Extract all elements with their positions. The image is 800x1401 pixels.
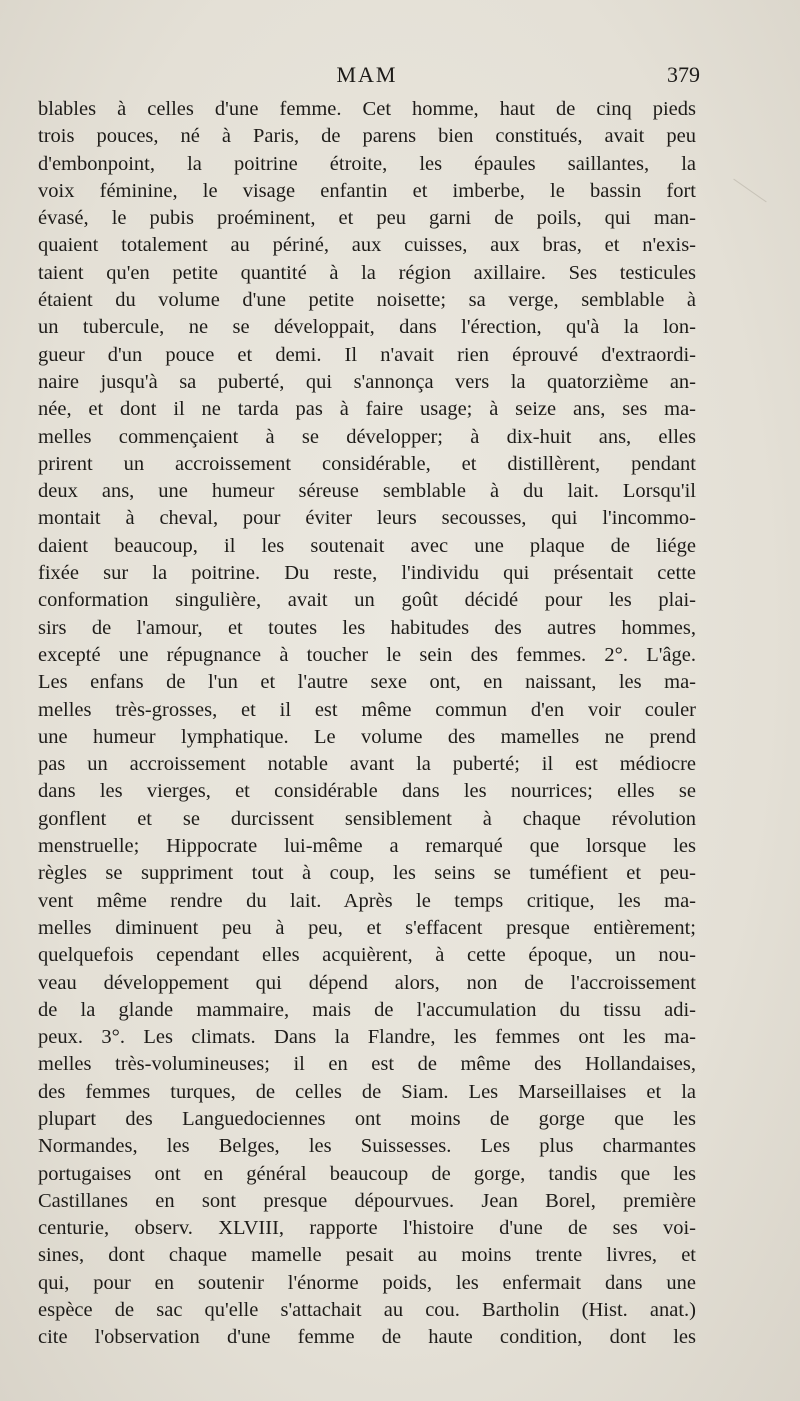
text-line: gonflent et se durcissent sensiblement à chaque révolution: [38, 807, 696, 830]
text-line: règles se suppriment tout à coup, les seins se tuméfient et peu-: [38, 862, 696, 885]
text-line: d'embonpoint, la poitrine étroite, les épaules saillantes, la: [38, 152, 696, 175]
text-line: excepté une répugnance à toucher le sein des femmes. 2°. L'âge.: [38, 643, 696, 666]
text-line: veau développement qui dépend alors, non de l'accroissement: [38, 971, 696, 994]
running-head: MAM: [336, 62, 398, 87]
text-line: Normandes, les Belges, les Suissesses. Les plus charmantes: [38, 1135, 696, 1158]
text-line: sirs de l'amour, et toutes les habitudes des autres hommes,: [38, 616, 696, 639]
text-line: Castillanes en sont presque dépourvues. Jean Borel, première: [38, 1189, 696, 1212]
body-text: [38, 96, 696, 1352]
text-line: Les enfans de l'un et l'autre sexe ont, en naissant, les ma-: [38, 671, 696, 694]
text-line: évasé, le pubis proéminent, et peu garni de poils, qui man-: [38, 207, 696, 230]
text-line: centurie, observ. XLVIII, rapporte l'histoire d'une de ses voi-: [38, 1217, 696, 1240]
text-line: portugaises ont en général beaucoup de gorge, tandis que les: [38, 1162, 696, 1185]
text-line: quelquefois cependant elles acquièrent, à cette époque, un nou-: [38, 944, 696, 967]
text-line: plupart des Languedociennes ont moins de gorge que les: [38, 1107, 696, 1130]
text-line: voix féminine, le visage enfantin et imberbe, le bassin fort: [38, 179, 696, 202]
text-line: melles très-grosses, et il est même commun d'en voir couler: [38, 698, 696, 721]
text-line: cite l'observation d'une femme de haute condition, dont les: [38, 1326, 696, 1349]
page-number: 379: [667, 62, 700, 87]
page-header: [38, 62, 700, 96]
text-line: prirent un accroissement considérable, et distillèrent, pendant: [38, 452, 696, 475]
text-line: née, et dont il ne tarda pas à faire usage; à seize ans, ses ma-: [38, 398, 696, 421]
text-line: une humeur lymphatique. Le volume des mamelles ne prend: [38, 725, 696, 748]
text-line: melles diminuent peu à peu, et s'effacent presque entièrement;: [38, 916, 696, 939]
text-line: de la glande mammaire, mais de l'accumulation du tissu adi-: [38, 998, 696, 1021]
text-line: sines, dont chaque mamelle pesait au moins trente livres, et: [38, 1244, 696, 1267]
text-line: menstruelle; Hippocrate lui-même a remarqué que lorsque les: [38, 835, 696, 858]
book-page: [38, 62, 700, 1352]
text-line: taient qu'en petite quantité à la région axillaire. Ses testicules: [38, 261, 696, 284]
text-line: gueur d'un pouce et demi. Il n'avait rien éprouvé d'extraordi-: [38, 343, 696, 366]
text-line: étaient du volume d'une petite noisette; sa verge, semblable à: [38, 289, 696, 312]
text-line: daient beaucoup, il les soutenait avec une plaque de liége: [38, 534, 696, 557]
text-line: des femmes turques, de celles de Siam. Les Marseillaises et la: [38, 1080, 696, 1103]
text-line: qui, pour en soutenir l'énorme poids, les enfermait dans une: [38, 1271, 696, 1294]
text-line: pas un accroissement notable avant la puberté; il est médiocre: [38, 753, 696, 776]
text-line: quaient totalement au périné, aux cuisses, aux bras, et n'exis-: [38, 234, 696, 257]
text-line: deux ans, une humeur séreuse semblable à du lait. Lorsqu'il: [38, 480, 696, 503]
text-line: peux. 3°. Les climats. Dans la Flandre, les femmes ont les ma-: [38, 1026, 696, 1049]
text-line: naire jusqu'à sa puberté, qui s'annonça vers la quatorzième an-: [38, 370, 696, 393]
text-line: dans les vierges, et considérable dans les nourrices; elles se: [38, 780, 696, 803]
text-line: fixée sur la poitrine. Du reste, l'individu qui présentait cette: [38, 562, 696, 585]
text-line: vent même rendre du lait. Après le temps critique, les ma-: [38, 889, 696, 912]
text-line: montait à cheval, pour éviter leurs secousses, qui l'incommo-: [38, 507, 696, 530]
text-line: blables à celles d'une femme. Cet homme, haut de cinq pieds: [38, 98, 696, 120]
text-line: trois pouces, né à Paris, de parens bien constitués, avait peu: [38, 125, 696, 148]
text-line: un tubercule, ne se développait, dans l'érection, qu'à la lon-: [38, 316, 696, 339]
text-line: conformation singulière, avait un goût décidé pour les plai-: [38, 589, 696, 612]
text-line: melles très-volumineuses; il en est de même des Hollandaises,: [38, 1053, 696, 1076]
text-line: melles commençaient à se développer; à dix-huit ans, elles: [38, 425, 696, 448]
paper-mark: [733, 179, 766, 203]
text-line: espèce de sac qu'elle s'attachait au cou. Bartholin (Hist. anat.): [38, 1299, 696, 1322]
